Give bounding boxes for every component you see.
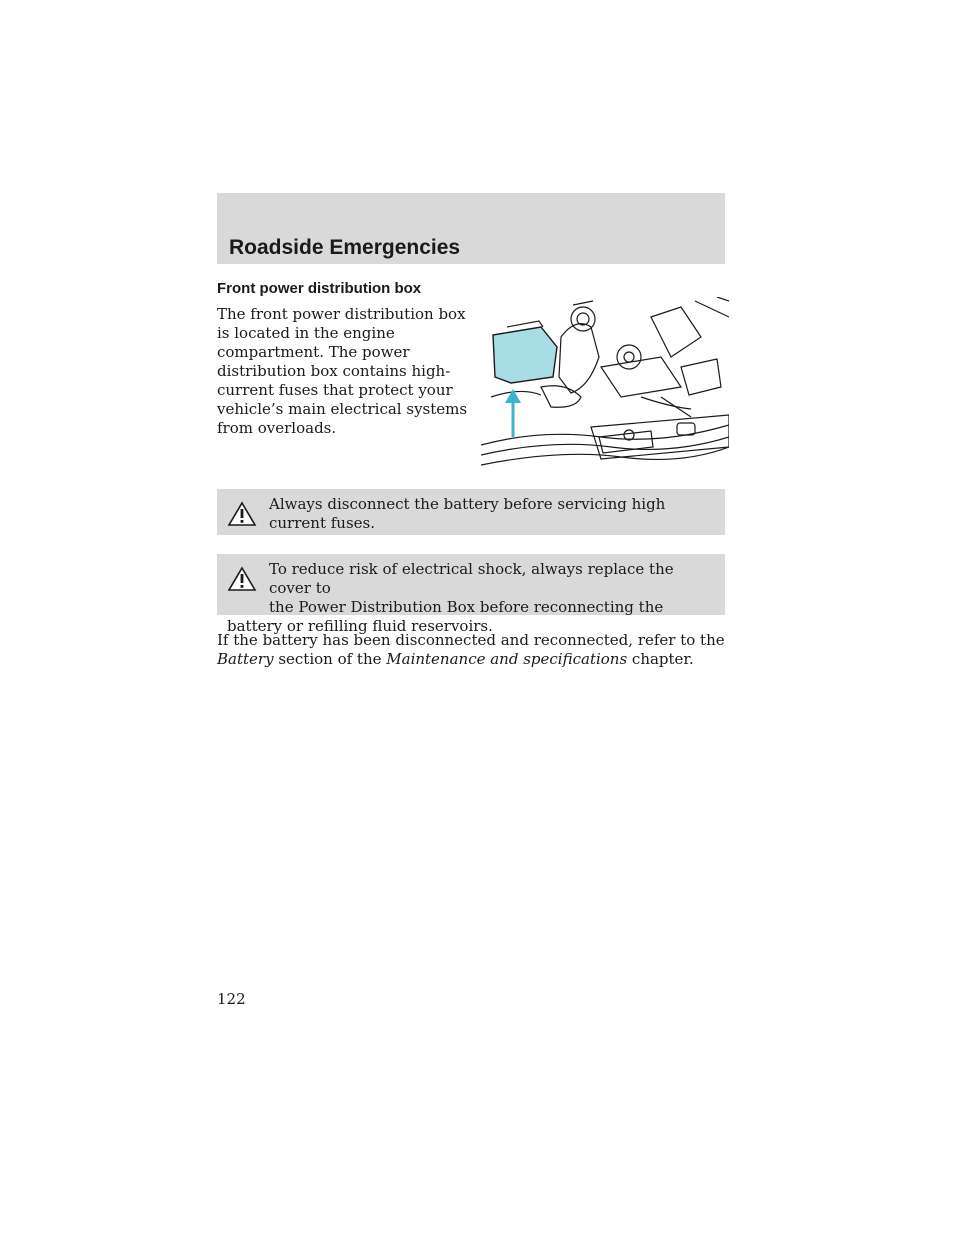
chapter-header bbox=[217, 193, 725, 264]
body-text-end: chapter. bbox=[627, 650, 694, 668]
warning-box bbox=[217, 489, 725, 535]
section-title: Front power distribution box bbox=[217, 280, 422, 297]
page-number: 122 bbox=[217, 990, 246, 1008]
chapter-reference: Maintenance and specifications bbox=[386, 650, 628, 668]
warning-text-rest: the Power Distribution Box before reconnecting the battery or refilling fluid reservoirs. bbox=[227, 598, 664, 635]
warning-triangle-icon bbox=[227, 501, 257, 527]
chapter-title: Roadside Emergencies bbox=[229, 236, 461, 259]
body-paragraph bbox=[217, 631, 737, 669]
battery-reference: Battery bbox=[217, 650, 274, 668]
warning-text-line1: To reduce risk of electrical shock, always replace the cover to bbox=[269, 560, 674, 597]
warning-text: Always disconnect the battery before servicing high current fuses. bbox=[269, 495, 666, 532]
intro-paragraph: The front power distribution box is located in the engine compartment. The power distribution box contains high-current fuses that protect your vehicle’s main electrical systems from overloads. bbox=[217, 305, 468, 437]
engine-compartment-illustration bbox=[481, 297, 729, 470]
body-text-start: If the battery has been disconnected and reconnected, refer to the bbox=[217, 631, 725, 649]
body-text-mid: section of the bbox=[273, 650, 387, 668]
warning-triangle-icon bbox=[227, 566, 257, 592]
warning-box bbox=[217, 554, 725, 635]
